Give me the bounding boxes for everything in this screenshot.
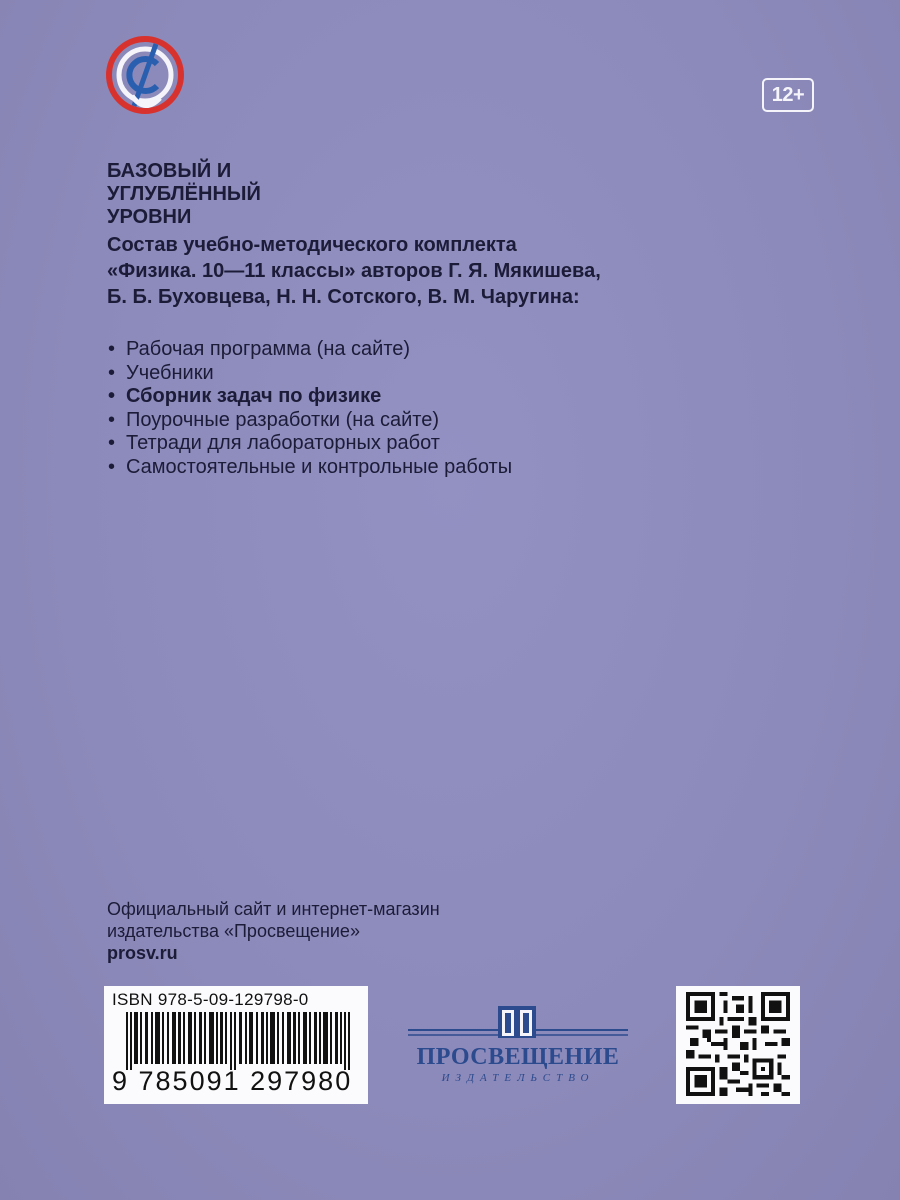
website-info-line: издательства «Просвещение»: [107, 921, 360, 941]
bullet-icon: •: [108, 432, 116, 454]
list-item: [108, 432, 512, 456]
publisher-subtitle: ИЗДАТЕЛЬСТВО: [441, 1072, 595, 1084]
list-item: [108, 338, 512, 362]
isbn-label: ISBN 978-5-09-129798-0: [112, 990, 309, 1009]
list-item: [108, 456, 512, 480]
list-item-text: Тетради для лабораторных работ: [126, 432, 440, 454]
isbn-barcode-block: [104, 986, 368, 1104]
website-info: [107, 898, 440, 964]
qr-code-block: [676, 986, 800, 1104]
bullet-icon: •: [108, 455, 116, 478]
ean-digits: 9 785091 297980: [112, 1066, 353, 1096]
website-info-line: Официальный сайт и интернет-магазин: [107, 899, 440, 919]
series-logo-icon: [104, 34, 186, 116]
level-line: УРОВНИ: [107, 206, 192, 228]
level-line: УГЛУБЛЁННЫЙ: [107, 183, 261, 205]
kit-items-list: [108, 338, 512, 479]
publisher-name: ПРОСВЕЩЕНИЕ: [416, 1044, 620, 1070]
publisher-logo-icon: [400, 1004, 636, 1044]
bullet-icon: •: [108, 385, 116, 407]
publisher-logo: [400, 1004, 636, 1094]
list-item: [108, 362, 512, 386]
list-item-text: Сборник задач по физике: [126, 385, 382, 407]
list-item-text: Рабочая программа (на сайте): [126, 338, 411, 360]
composition-line: «Физика. 10—11 классы» авторов Г. Я. Мякишева,: [107, 260, 601, 282]
level-line: БАЗОВЫЙ И: [107, 160, 232, 182]
age-rating-badge: 12+: [762, 78, 814, 112]
bullet-icon: •: [108, 338, 116, 360]
qr-code-icon[interactable]: [686, 992, 790, 1096]
composition-heading: [107, 232, 747, 310]
barcode-icon: [112, 1012, 358, 1070]
list-item: [108, 385, 512, 409]
website-url[interactable]: prosv.ru: [107, 943, 178, 963]
bullet-icon: •: [108, 408, 116, 431]
level-heading: [107, 160, 261, 229]
list-item-text: Поурочные разработки (на сайте): [126, 408, 439, 431]
bullet-icon: •: [108, 361, 116, 384]
list-item: [108, 409, 512, 433]
composition-line: Б. Б. Буховцева, Н. Н. Сотского, В. М. Чаругина:: [107, 286, 580, 308]
list-item-text: Самостоятельные и контрольные работы: [126, 455, 513, 478]
composition-line: Состав учебно-методического комплекта: [107, 234, 517, 256]
list-item-text: Учебники: [126, 361, 214, 384]
